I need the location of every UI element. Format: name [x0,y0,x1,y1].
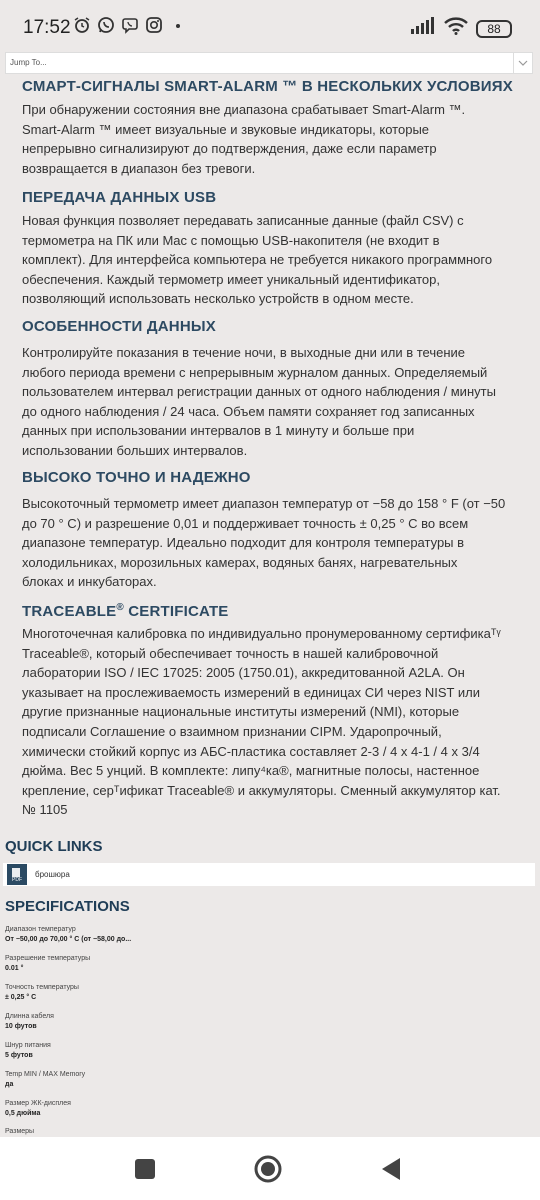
text-line: Traceable®, который обеспечивает точность в нашей калибровочной [22,645,439,661]
section-text-data-features [22,343,496,461]
text-line: данных при использовании интервалов в 1 минуту и больше при [22,423,415,439]
text-line: холодильниках, морозильных камерах, водяных банях, нагревательных [22,554,458,570]
spec-label: Диапазон температур [5,926,76,933]
text-line: Высокоточный термометр имеет диапазон температур от −58 до 158 ° F (от −50 [22,496,506,511]
text-line: до 70 ° C) и разрешение 0,01 и поддерживает точность ± 0,25 ° C во всем [22,515,469,531]
spec-row [5,1099,525,1128]
chevron-down-icon [513,53,532,73]
specifications-title: SPECIFICATIONS [5,898,130,915]
back-button[interactable] [351,1137,431,1200]
spec-row [5,1041,525,1070]
text-line: использовании больших интервалов. [22,442,248,458]
brochure-link-label: брошюра [35,870,70,879]
text-line: диапазоне температур. Идеально подходит для контроля температуры в [22,535,465,551]
spec-label: Размер ЖК-дисплея [5,1100,71,1107]
jump-to-select[interactable] [5,52,533,74]
spec-value: 0.01 ° [5,965,24,972]
text-line: блоках и инкубаторах. [22,574,157,590]
dot-icon [169,16,187,34]
alarm-icon [73,16,91,34]
viber-icon [121,16,139,34]
status-bar [0,0,540,48]
home-icon [253,1154,283,1184]
recents-icon [134,1158,156,1180]
spec-row [5,925,525,954]
section-title-data-features: ОСОБЕННОСТИ ДАННЫХ [22,318,216,335]
quick-links-title: QUICK LINKS [5,838,103,855]
section-title-accuracy: ВЫСОКО ТОЧНО И НАДЕЖНО [22,469,251,486]
status-time: 17:52 [23,17,71,38]
whatsapp-icon [97,16,115,34]
back-icon [380,1157,402,1181]
instagram-icon [145,16,163,34]
spec-label: Разрешение температуры [5,955,91,962]
navigation-bar [0,1137,540,1200]
text-line: лаборатории ISO / IEC 17025: 2005 (1750.01), аккредитованной A2LA. Он [22,665,465,681]
recents-button[interactable] [105,1137,185,1200]
spec-label: Точность температуры [5,984,79,991]
text-line: Новая функция позволяет передавать записанные данные (файл CSV) с [22,213,464,228]
section-text-accuracy [22,494,505,592]
notification-icons [73,16,187,34]
section-text-usb [22,211,492,309]
section-text-certificate [22,624,501,820]
spec-row [5,1070,525,1099]
text-line: обеспечения. Каждый термометр имеет уникальный идентификатор, [22,271,440,287]
spec-value: ± 0,25 ° C [5,994,37,1001]
signal-icon [410,17,436,40]
registered-mark: ® [116,602,124,613]
spec-value: 5 футов [5,1052,33,1059]
text-line: пользователем интервал регистрации данных от одного наблюдения / минуты [22,384,496,400]
certificate-title-rest: CERTIFICATE [123,603,229,620]
text-line: любого периода времени с непрерывным журналом данных. Определяемый [22,364,488,380]
text-line: При обнаружении состояния вне диапазона срабатывает Smart-Alarm ™. [22,102,466,117]
text-line: № 1105 [22,802,68,818]
wifi-icon [444,17,468,40]
text-line: до одного наблюдения / 24 часа. Объем памяти сохраняет год записанных [22,403,475,419]
pdf-icon: PDF [7,864,27,885]
brochure-link[interactable] [3,863,535,886]
certificate-title-main: TRACEABLE [22,603,117,620]
home-button[interactable] [228,1137,308,1200]
text-line: термометра на ПК или Mac с помощью USB-накопителя (не входит в [22,232,440,248]
spec-row [5,954,525,983]
status-right [410,17,512,40]
section-title-smart-alarm: СМАРТ-СИГНАЛЫ SMART-ALARM ™ В НЕСКОЛЬКИХ УСЛОВИЯХ [22,78,513,95]
spec-label-partial: Размеры [5,1128,35,1135]
spec-row [5,983,525,1012]
text-line: подписали Соглашение о взаимном признании CIPM. Ударопрочный, [22,723,442,739]
battery-icon: 88 [476,20,512,38]
text-line: крепление, серᵀифика​т Traceable® и аккумуляторы. Сменный аккумулятор кат. [22,782,501,798]
text-line: другие признанные национальные институты измерений (NMI), которые [22,704,460,720]
text-line: химически стойкий корпус из АБС-пластика составляет 2-3 / 4 х 4-1 / 4 х 3/4 [22,743,480,759]
specifications-list [5,925,525,1128]
spec-label: Длинна кабеля [5,1013,54,1020]
spec-row [5,1012,525,1041]
section-title-usb: ПЕРЕДАЧА ДАННЫХ USB [22,189,217,206]
text-line: возвращается в диапазон без тревоги. [22,160,256,176]
spec-value: 0,5 дюйма [5,1110,41,1117]
text-line: Smart-Alarm ™ имеет визуальные и звуковые индикаторы, которые [22,121,430,137]
text-line: дюйма. Вес 5 унций. В комплекте: липу⁴ка®, магнитные полосы, настенное [22,763,480,779]
section-text-smart-alarm [22,100,465,178]
text-line: непрерывно сигнализируют до подтверждения, даже если параметр [22,141,437,157]
text-line: Многоточечная калибровка по индивидуально пронумерованному сертификаᵀᵞ [22,626,501,641]
spec-value: От −50,00 до 70,00 ° C (от −58,00 до... [5,936,132,943]
spec-value: 10 футов [5,1023,37,1030]
text-line: указывает на прослеживаемость измерений в единицах СИ через NIST или [22,684,480,700]
text-line: Контролируйте показания в течение ночи, в выходные дни или в течение [22,345,466,360]
spec-label: Temp MIN / MAX Memory [5,1071,86,1078]
text-line: позволяющий использовать несколько устройств в одном месте. [22,291,414,307]
section-title-certificate [22,597,229,623]
text-line: комплект). Для интерфейса компьютера не требуется никакого программного [22,252,493,268]
spec-value: да [5,1081,14,1088]
jump-to-label: Jump To... [10,58,47,67]
spec-label: Шнур питания [5,1042,51,1049]
